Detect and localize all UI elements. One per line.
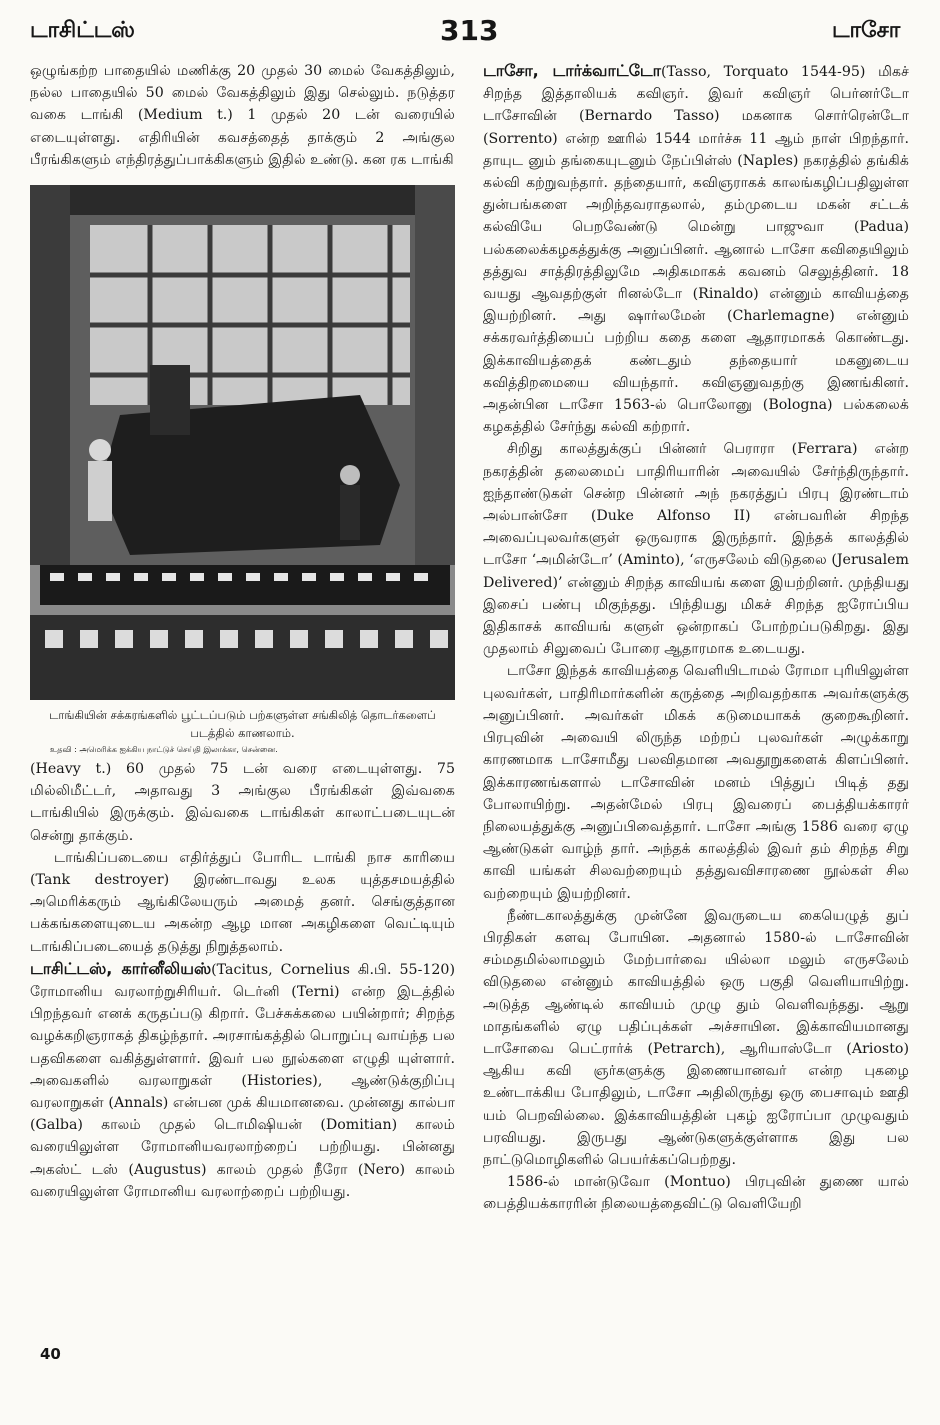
tank-paragraph-1: ஒழுங்கற்ற பாதையில் மணிக்கு 20 முதல் 30 மைல் வேகத்திலும், நல்ல பாதையில் 50 மைல் வேகத்திலும் இது செல்லும். நடுத்தர வகை டாங்கி (Medium t.) 1 முதல் 20 டன் வரையில் எடையுள்ளது. எதிரியின் கவசத்தைத் தாக்கும் 2 அங்குல பீரங்கிகளும் எந்திரத்துப்பாக்கிகளும் இதில் உண்டு. கன ரக டாங்கி — [30, 63, 455, 168]
page-header — [0, 0, 940, 62]
tacitus-entry-title: டாசிட்டஸ், கார்னீலியஸ் — [30, 958, 212, 978]
tasso-paragraph-4: நீண்டகாலத்துக்கு முன்னே இவருடைய கையெழுத் துப் பிரதிகள் களவு போயின. அதனால் 1580-ல் டாசோவின் சம்மதமில்லாமலும் மேற்பார்வை யில்லா மலும் எருசலேம் விடுதலை என்னும் காவியத்தில் ஒரு பகுதி வெளியாயிற்று. அடுத்த ஆண்டில் காவியம் முழு தும் வெளிவந்தது. ஆறு மாதங்களில் ஏழு பதிப்புக்கள் அச்சாயின. இக்காவியமானது டாசோவை பெட்ரார்க் (Petrarch), ஆரியாஸ்டோ (Ariosto) ஆகிய கவி ஞர்களுக்கு இணையானவர் என்ற புகழை உண்டாக்கிய போதிலும், டாசோ அதிலிருந்து ஒரு பைசாவும் ஊதி யம் பெறவில்லை. இக்காவியத்தின் புகழ் ஐரோப்பா முழுவதும் பரவியது. இருபது ஆண்டுகளுக்குள்ளாக இது பல நாட்டுமொழிகளில் பெயர்க்கப்பெற்றது. — [483, 907, 909, 1168]
running-head-left: டாசிட்டஸ் — [30, 18, 135, 43]
tasso-paragraph-5: 1586-ல் மான்டுவோ (Montuo) பிரபுவின் துணை யால் பைத்தியக்காரரின் நிலையத்தைவிட்டு வெளியேறி — [483, 1174, 909, 1213]
tasso-paragraph-2: சிறிது காலத்துக்குப் பின்னர் பெராரா (Ferrara) என்ற நகரத்தின் தலைமைப் பாதிரியாரின் அவையில் சேர்ந்திருந்தார். ஐந்தாண்டுகள் சென்ற பின்னர் அந் நகரத்துப் பிரபு இரண்டாம் அல்பான்சோ (Duke Alfonso II) என்பவரின் சிறந்த அவைப்புலவர்களுள் ஒருவராக இருந்தார். இந்தக் காலத்தில் டாசோ ‘அமின்டோ’ (Aminto), ‘எருசலேம் விடுதலை (Jerusalem Delivered)’ என்னும் சிறந்த காவியங் களை இயற்றினர். முந்தியது இசைப் பண்பு மிகுந்தது. பிந்தியது மிகச் சிறந்த ஐரோப்பிய இதிகாசக் காவியங் களுள் ஒன்றாகப் போற்றப்படுகிறது. இது முதலாம் சிலுவைப் போரை ஆதாரமாக உடையது. — [483, 441, 909, 658]
tank-track-photo — [30, 185, 455, 700]
tasso-entry — [483, 60, 909, 438]
left-column — [30, 60, 455, 1203]
tasso-entry-title: டாசோ, டார்க்வாட்டோ — [483, 61, 662, 80]
running-head-right: டாசோ — [832, 18, 901, 43]
tacitus-entry-body: (Tacitus, Cornelius கி.பி. 55-120) ரோமானிய வரலாற்றுசிரியர். டெர்னி (Terni) என்ற இடத்தில் பிறந்தவர் எனக் கருதப்படு கிறார். பேச்சுக்கலை பயின்றார்; சிறந்த வழக்கறிஞராகத் திகழ்ந்தார். அரசாங்கத்தில் பொறுப்பு வாய்ந்த பல பதவிகளை வகித்துள்ளார். இவர் பல நூல்களை எழுதி யுள்ளார். அவைகளில் வரலாறுகள் (Histories), ஆண்டுக்குறிப்பு வரலாறுகள் (Annals) என்பன முக் கியமானவை. முன்னது கால்பா (Galba) காலம் முதல் டொமிஷியன் (Domitian) காலம் வரையிலுள்ள ரோமானியவரலாற்றைப் பற்றியது. பின்னது அகஸ்ட் டஸ் (Augustus) காலம் முதல் நீரோ (Nero) காலம் வரையிலுள்ள ரோமானிய வரலாற்றைப் பற்றியது. — [30, 961, 455, 1200]
photo-caption: டாங்கியின் சக்கரங்களில் பூட்டப்படும் பற்களுள்ள சங்கிலித் தொடர்களைப் படத்தில் காணலாம். — [49, 708, 436, 741]
tank-paragraph-2: (Heavy t.) 60 முதல் 75 டன் வரை எடையுள்ளது. 75 மில்லிமீட்டர், அதாவது 3 அங்குல பீரங்கிகள் இவ்வகை டாங்கியில் இருக்கும். இவ்வகை டாங்கிகள் காலாட்படையுடன் சென்று தாக்கும். — [30, 761, 455, 844]
footer-page-code: 40 — [40, 1345, 61, 1363]
photo-credit: உதவி : அமெரிக்க ஐக்கிய நாட்டுச் செய்தி இலாக்கா, சென்னை. — [50, 745, 278, 755]
photo-illustration — [30, 185, 455, 700]
tank-paragraph-3: டாங்கிப்படையை எதிர்த்துப் போரிட டாங்கி நாச காரியை (Tank destroyer) இரண்டாவது உலக யுத்தசமயத்தில் அமெரிக்கரும் ஆங்கிலேயரும் அமைத் தனர். செங்குத்தான பக்கங்களையுடைய அகன்ற ஆழ மான அகழிகளை வெட்டியும் டாங்கிப்படையைத் தடுத்து நிறுத்தலாம். — [30, 849, 455, 955]
tasso-entry-body: (Tasso, Torquato 1544-95) மிகச் சிறந்த இத்தாலியக் கவிஞர். இவர் கவிஞர் பெர்னர்டோ டாசோவின் (Bernardo Tasso) மகனாக சொர்ரென்டோ (Sorrento) என்ற ஊரில் 1544 மார்ச்சு 11 ஆம் நாள் பிறந்தார். தாயுட னும் தங்கையுடனும் நேப்பிள்ஸ் (Naples) நகரத்தில் தங்கிக் கல்வி கற்றுவந்தார். தந்தையார், கவிஞராகக் காலங்கழிப்பதிலுள்ள துன்பங்களை அறிந்தவராதலால், தம்முடைய மகன் சட்டக் கல்வியே பெறவேண்டு மென்று பாஜுவா (Padua) பல்கலைக்கழகத்துக்கு அனுப்பினர். ஆனால் டாசோ கவிதையிலும் தத்துவ சாத்திரத்திலுமே அதிகமாகக் கவனம் செலுத்தினர். 18 வயது ஆவதற்குள் ரினல்டோ (Rinaldo) என்னும் காவியத்தை இயற்றினர். அது ஷார்லமேன் (Charlemagne) என்னும் சக்கரவர்த்தியைப் பற்றிய கதை களை ஆதாரமாகக் கொண்டது. இக்காவியத்தைக் கண்டதும் தந்தையார் மகனுடைய கவித்திறமையை வியந்தார். கவிஞனுவதற்கு இணங்கினர். அதன்பின டாசோ 1563-ல் பொலோனு (Bologna) பல்கலைக் கழகத்தில் சேர்ந்து கல்வி கற்றார். — [483, 64, 909, 436]
right-column — [483, 60, 909, 1216]
tacitus-entry — [30, 958, 455, 1203]
tasso-paragraph-3: டாசோ இந்தக் காவியத்தை வெளியிடாமல் ரோமா புரியிலுள்ள புலவர்கள், பாதிரிமார்களின் கருத்தை அறிவதற்காக அவர்களுக்கு அனுப்பினர். அவர்கள் மிகக் கடுமையாகக் குறைகூறினர். பிரபுவின் அவையி லிருந்த மற்றப் புலவர்கள் அழுக்காறு காரணமாக டாசோமீது பலவிதமான அவதூறுகளைக் கிளப்பினர். இக்காரணங்களால் டாசோவின் மனம் பித்துப் பிடித் தது போலாயிற்று. அதன்மேல் பிரபு இவரைப் பைத்தியக்காரர் நிலையத்துக்கு அனுப்பிவைத்தார். டாசோ அங்கு 1586 வரை ஏழு ஆண்டுகள் வாழ்ந் தார். அந்தக் காலத்தில் இவர் தம் சிறந்த சிறு காவி யங்கள் சிலவற்றையும் தத்துவவிசாரணை நூல்கள் சில வற்றையும் இயற்றினர். — [483, 663, 909, 902]
page-number: 313 — [440, 14, 499, 47]
